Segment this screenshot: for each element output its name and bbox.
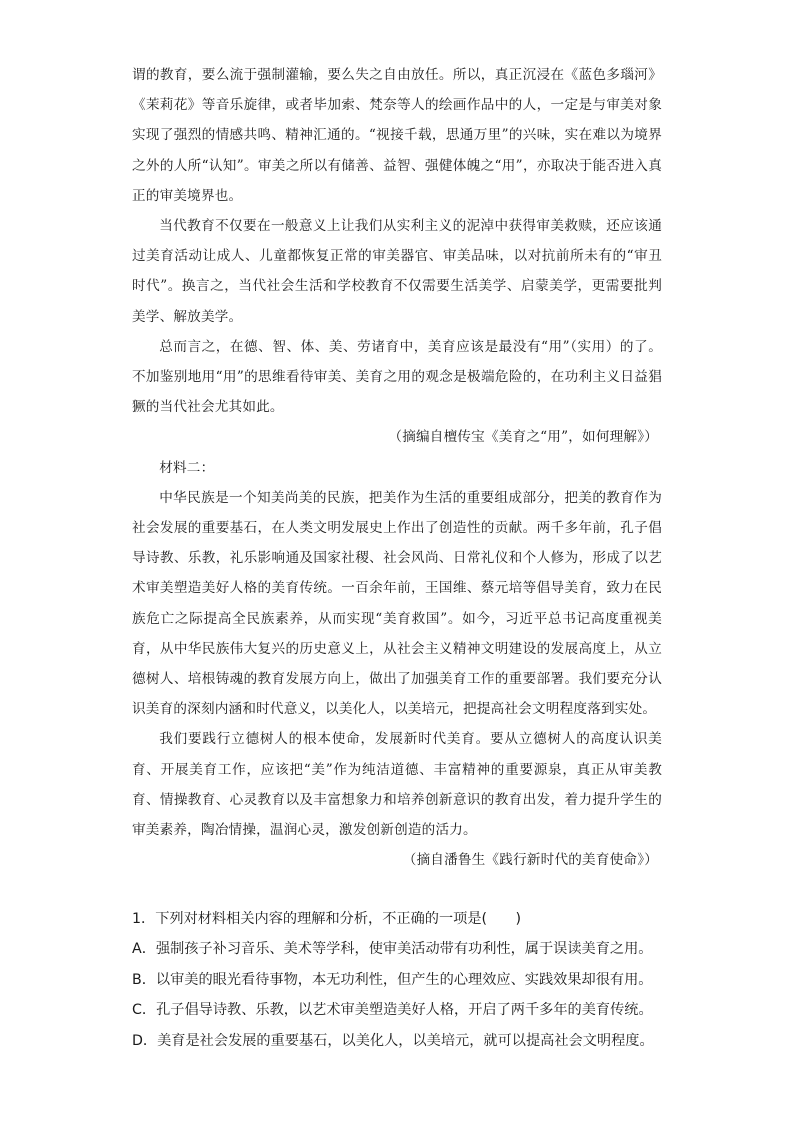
option-a[interactable]: A．强制孩子补习音乐、美术等学科，使审美活动带有功利性，属于误读美育之用。 [132, 941, 653, 958]
material-one-paragraph-3: 总而言之，在德、智、体、美、劳诸育中，美育应该是最没有“用”（实用）的了。不加鉴别地用“用”的思维看待审美、美育之用的观念是极端危险的，在功利主义日益猖獗的当代社会尤其如此。 [132, 338, 662, 416]
material-two-paragraph-2: 我们要践行立德树人的根本使命，发展新时代美育。要从立德树人的高度认识美育、开展美育工作，应该把“美”作为纯洁道德、丰富精神的重要源泉，真正从审美教育、情操教育、心灵教育以及丰富想象力和培养创新意识的教育出发，着力提升学生的审美素养，陶冶情操，温润心灵，激发创新创造的活力。 [132, 731, 662, 839]
question-1 [132, 904, 672, 1056]
material-one-paragraph-1: 谓的教育，要么流于强制灌输，要么失之自由放任。所以，真正沉浸在《蓝色多瑙河》《茉莉花》等音乐旋律，或者毕加索、梵奈等人的绘画作品中的人，一定是与审美对象实现了强烈的情感共鸣、精神汇通的。“视接千载，思通万里”的兴味，实在难以为境界之外的人所“认知”。审美之所以有储善、益智、强健体魄之“用”，亦取决于能否进入真正的审美境界也。 [132, 67, 662, 204]
material-one-paragraph-2: 当代教育不仅要在一般意义上让我们从实利主义的泥淖中获得审美救赎，还应该通过美育活动让成人、儿童都恢复正常的审美器官、审美品味，以对抗前所未有的“审丑时代”。换言之，当代社会生活和学校教育不仅需要生活美学、启蒙美学，更需要批判美学、解放美学。 [132, 218, 662, 325]
option-d[interactable]: D．美育是社会发展的重要基石，以美化人，以美培元，就可以提高社会文明程度。 [132, 1032, 654, 1049]
material-two-label: 材料二： [159, 459, 215, 476]
option-c[interactable]: C．孔子倡导诗教、乐教，以艺术审美塑造美好人格，开启了两千多年的美育传统。 [132, 1002, 653, 1019]
material-two-paragraph-1: 中华民族是一个知美尚美的民族，把美作为生活的重要组成部分，把美的教育作为社会发展的重要基石，在人类文明发展史上作出了创造性的贡献。两千多年前，孔子倡导诗教、乐教，礼乐影响通及国家社稷、社会风尚、日常礼仪和个人修为，形成了以艺术审美塑造美好人格的美育传统。一百余年前，王国维、蔡元培等倡导美育，致力在民族危亡之际提高全民族素养，从而实现“美育救国”。如今，习近平总书记高度重视美育，从中华民族伟大复兴的历史意义上，从社会主义精神文明建设的发展高度上，从立德树人、培根铸魂的教育发展方向上，做出了加强美育工作的重要部署。我们要充分认识美育的深刻内涵和时代意义，以美化人，以美培元，把提高社会文明程度落到实处。 [132, 489, 662, 718]
material-one-source: （摘编自檀传宝《美育之“用”，如何理解》） [388, 429, 658, 446]
question-stem: 1．下列对材料相关内容的理解和分析，不正确的一项是( ) [132, 911, 521, 927]
option-b[interactable]: B．以审美的眼光看待事物，本无功利性，但产生的心理效应、实践效果却很有用。 [132, 971, 653, 988]
material-two-source: （摘自潘鲁生《践行新时代的美育使命》） [402, 852, 658, 869]
passage-body [132, 60, 662, 875]
